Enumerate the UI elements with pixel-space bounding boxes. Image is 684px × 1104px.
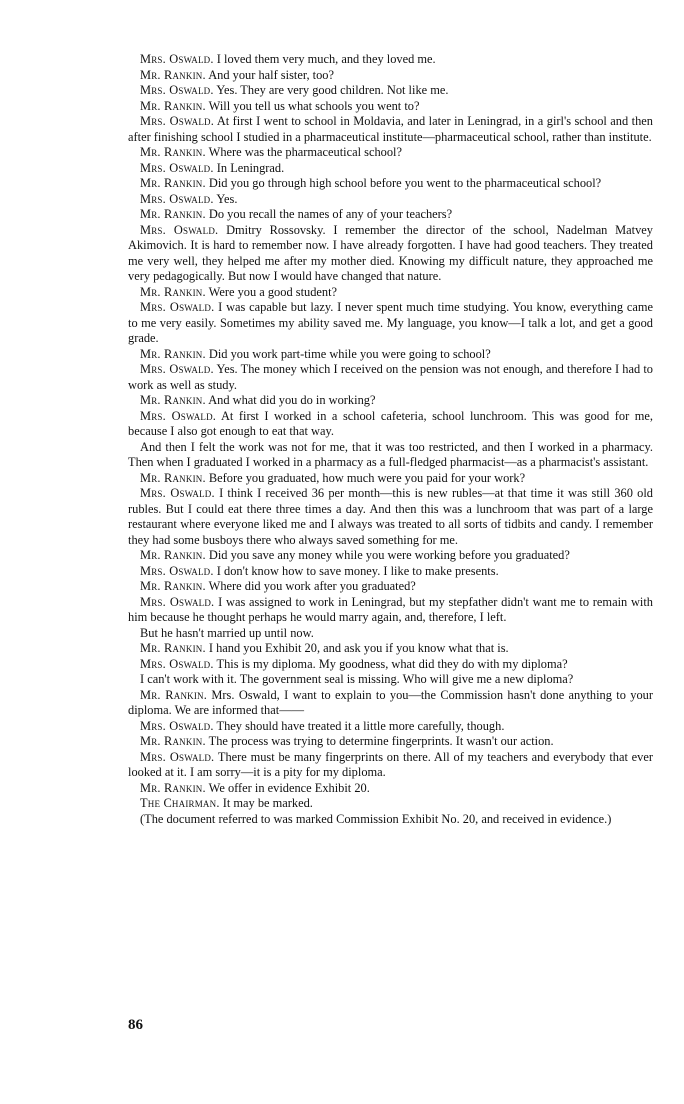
- speaker-name: Mrs. Oswald.: [140, 222, 219, 237]
- transcript-paragraph: [128, 161, 653, 177]
- transcript-paragraph: [128, 579, 653, 595]
- speaker-name: Mrs. Oswald.: [140, 191, 214, 206]
- paragraph-text: (The document referred to was marked Commission Exhibit No. 20, and received in evidence.): [140, 811, 612, 826]
- paragraph-text: Did you go through high school before you went to the pharmaceutical school?: [208, 176, 602, 190]
- speaker-name: Mrs. Oswald.: [140, 362, 214, 376]
- paragraph-text: Dmitry Rossovsky. I remember the director of the school, Nadelman Matvey Akimovich. It is hard to remember now. I have already forgotten. I have had good teachers. They treated me very well, they helped me after my mother died. Knowing my difficult nature, they approached me very pedagogically. But now I would have changed that nature.: [128, 222, 653, 283]
- speaker-name: Mrs. Oswald.: [140, 408, 217, 423]
- transcript-paragraph: [128, 440, 653, 471]
- transcript-paragraph: [128, 192, 653, 208]
- transcript-paragraph: [128, 83, 653, 99]
- paragraph-text: It may be marked.: [222, 796, 313, 810]
- speaker-name: Mr. Rankin.: [140, 67, 206, 82]
- transcript-paragraph: [128, 734, 653, 750]
- transcript-paragraph: [128, 796, 653, 812]
- transcript-paragraph: [128, 657, 653, 673]
- speaker-name: Mrs. Oswald.: [140, 718, 214, 733]
- speaker-name: Mrs. Oswald.: [140, 656, 214, 671]
- paragraph-text: Where was the pharmaceutical school?: [208, 145, 402, 159]
- speaker-name: Mr. Rankin.: [140, 207, 206, 221]
- transcript-paragraph: [128, 548, 653, 564]
- paragraph-text: Mrs. Oswald, I want to explain to you—the Commission hasn't done anything to your diploma. We are informed that——: [128, 687, 653, 717]
- speaker-name: The Chairman.: [140, 796, 220, 810]
- paragraph-text: Did you work part-time while you were going to school?: [208, 346, 491, 361]
- paragraph-text: I was assigned to work in Leningrad, but my stepfather didn't want me to remain with him because he thought perhaps he would marry again, and, therefore, I left.: [128, 594, 653, 624]
- paragraph-text: Do you recall the names of any of your teachers?: [208, 207, 453, 221]
- transcript-paragraph: [128, 68, 653, 84]
- paragraph-text: Did you save any money while you were working before you graduated?: [208, 548, 570, 562]
- paragraph-text: I can't work with it. The government seal is missing. Who will give me a new diploma?: [140, 672, 574, 686]
- transcript-paragraph: [128, 52, 653, 68]
- paragraph-text: Yes. The money which I received on the pension was not enough, and therefore I had to work as well as study.: [128, 362, 654, 392]
- transcript-paragraph: [128, 781, 653, 797]
- transcript-paragraph: [128, 564, 653, 580]
- transcript-paragraph: [128, 688, 653, 719]
- transcript-paragraph: [128, 595, 653, 626]
- transcript-paragraph: [128, 300, 653, 347]
- transcript-paragraph: [128, 393, 653, 409]
- paragraph-text: I loved them very much, and they loved me.: [216, 52, 436, 66]
- speaker-name: Mr. Rankin.: [140, 780, 206, 795]
- transcript-paragraph: [128, 486, 653, 548]
- speaker-name: Mr. Rankin.: [140, 470, 206, 485]
- paragraph-text: I think I received 36 per month—this is new rubles—at that time it was still 360 old rubles. But I could eat there three times a day. And then this was a lunchroom that was part of a large restaurant where everyone liked me and I always was treated to all sorts of tidbits and candy. I remember they had some busboys there who always saved something for me.: [128, 486, 653, 547]
- transcript-paragraph: [128, 719, 653, 735]
- speaker-name: Mr. Rankin.: [140, 346, 206, 361]
- speaker-name: Mrs. Oswald.: [140, 563, 214, 578]
- transcript-paragraph: [128, 626, 653, 642]
- transcript-paragraph: [128, 672, 653, 688]
- transcript-paragraph: [128, 362, 653, 393]
- paragraph-text: And what did you do in working?: [208, 393, 376, 407]
- transcript-paragraph: [128, 750, 653, 781]
- speaker-name: Mrs. Oswald.: [140, 83, 214, 97]
- speaker-name: Mrs. Oswald.: [140, 594, 215, 609]
- transcript-paragraph: [128, 641, 653, 657]
- paragraph-text: Where did you work after you graduated?: [208, 579, 416, 593]
- paragraph-text: There must be many fingerprints on there. All of my teachers and everybody that ever looked at it. I am sorry—it is a pity for my diploma.: [128, 749, 653, 779]
- paragraph-text: Yes. They are very good children. Not like me.: [216, 83, 449, 97]
- paragraph-text: At first I worked in a school cafeteria, school lunchroom. This was good for me, because I also got enough to eat that way.: [128, 408, 653, 438]
- transcript-paragraph: [128, 812, 653, 828]
- speaker-name: Mrs. Oswald.: [140, 486, 215, 500]
- transcript-paragraph: [128, 114, 653, 145]
- paragraph-text: Will you tell us what schools you went to?: [208, 98, 420, 113]
- paragraph-text: They should have treated it a little more carefully, though.: [216, 718, 505, 733]
- transcript-paragraph: [128, 99, 653, 115]
- transcript-paragraph: [128, 145, 653, 161]
- speaker-name: Mr. Rankin.: [140, 579, 206, 593]
- transcript-paragraph: [128, 471, 653, 487]
- paragraph-text: Yes.: [216, 191, 238, 206]
- transcript-paragraph: [128, 223, 653, 285]
- paragraph-text: I was capable but lazy. I never spent much time studying. You know, everything came to me very easily. Sometimes my ability saved me. My language, you know—I talk a lot, and get a good grade.: [128, 300, 653, 345]
- speaker-name: Mr. Rankin.: [140, 98, 206, 113]
- paragraph-text: We offer in evidence Exhibit 20.: [208, 780, 370, 795]
- speaker-name: Mrs. Oswald.: [140, 114, 215, 128]
- speaker-name: Mrs. Oswald.: [140, 749, 215, 764]
- paragraph-text: I hand you Exhibit 20, and ask you if you know what that is.: [208, 641, 509, 655]
- speaker-name: Mr. Rankin.: [140, 734, 206, 748]
- speaker-name: Mr. Rankin.: [140, 687, 208, 702]
- speaker-name: Mr. Rankin.: [140, 548, 206, 562]
- speaker-name: Mr. Rankin.: [140, 145, 206, 159]
- paragraph-text: In Leningrad.: [216, 160, 285, 175]
- speaker-name: Mrs. Oswald.: [140, 300, 215, 314]
- transcript-paragraph: [128, 285, 653, 301]
- transcript-paragraph: [128, 207, 653, 223]
- transcript-paragraph: [128, 176, 653, 192]
- speaker-name: Mr. Rankin.: [140, 641, 206, 655]
- page-number: 86: [128, 1017, 143, 1033]
- paragraph-text: And your half sister, too?: [208, 67, 334, 82]
- transcript-body: [128, 52, 653, 827]
- transcript-paragraph: [128, 409, 653, 440]
- speaker-name: Mrs. Oswald.: [140, 160, 214, 175]
- paragraph-text: The process was trying to determine fingerprints. It wasn't our action.: [208, 734, 554, 748]
- transcript-paragraph: [128, 347, 653, 363]
- paragraph-text: And then I felt the work was not for me, that it was too restricted, and then I worked in a pharmacy. Then when I graduated I worked in a pharmacy as a full-fledged pharmacist—as a pharmacist's assistant.: [128, 439, 653, 469]
- paragraph-text: At first I went to school in Moldavia, and later in Leningrad, in a girl's school and then after finishing school I studied in a pharmaceutical institute—pharmaceutical school, rather than institute.: [128, 114, 653, 144]
- speaker-name: Mr. Rankin.: [140, 284, 206, 299]
- paragraph-text: This is my diploma. My goodness, what did they do with my diploma?: [216, 656, 568, 671]
- paragraph-text: I don't know how to save money. I like to make presents.: [216, 563, 499, 578]
- speaker-name: Mr. Rankin.: [140, 393, 206, 407]
- paragraph-text: But he hasn't married up until now.: [140, 625, 314, 640]
- speaker-name: Mrs. Oswald.: [140, 52, 214, 66]
- paragraph-text: Were you a good student?: [208, 284, 338, 299]
- speaker-name: Mr. Rankin.: [140, 176, 206, 190]
- paragraph-text: Before you graduated, how much were you paid for your work?: [208, 470, 526, 485]
